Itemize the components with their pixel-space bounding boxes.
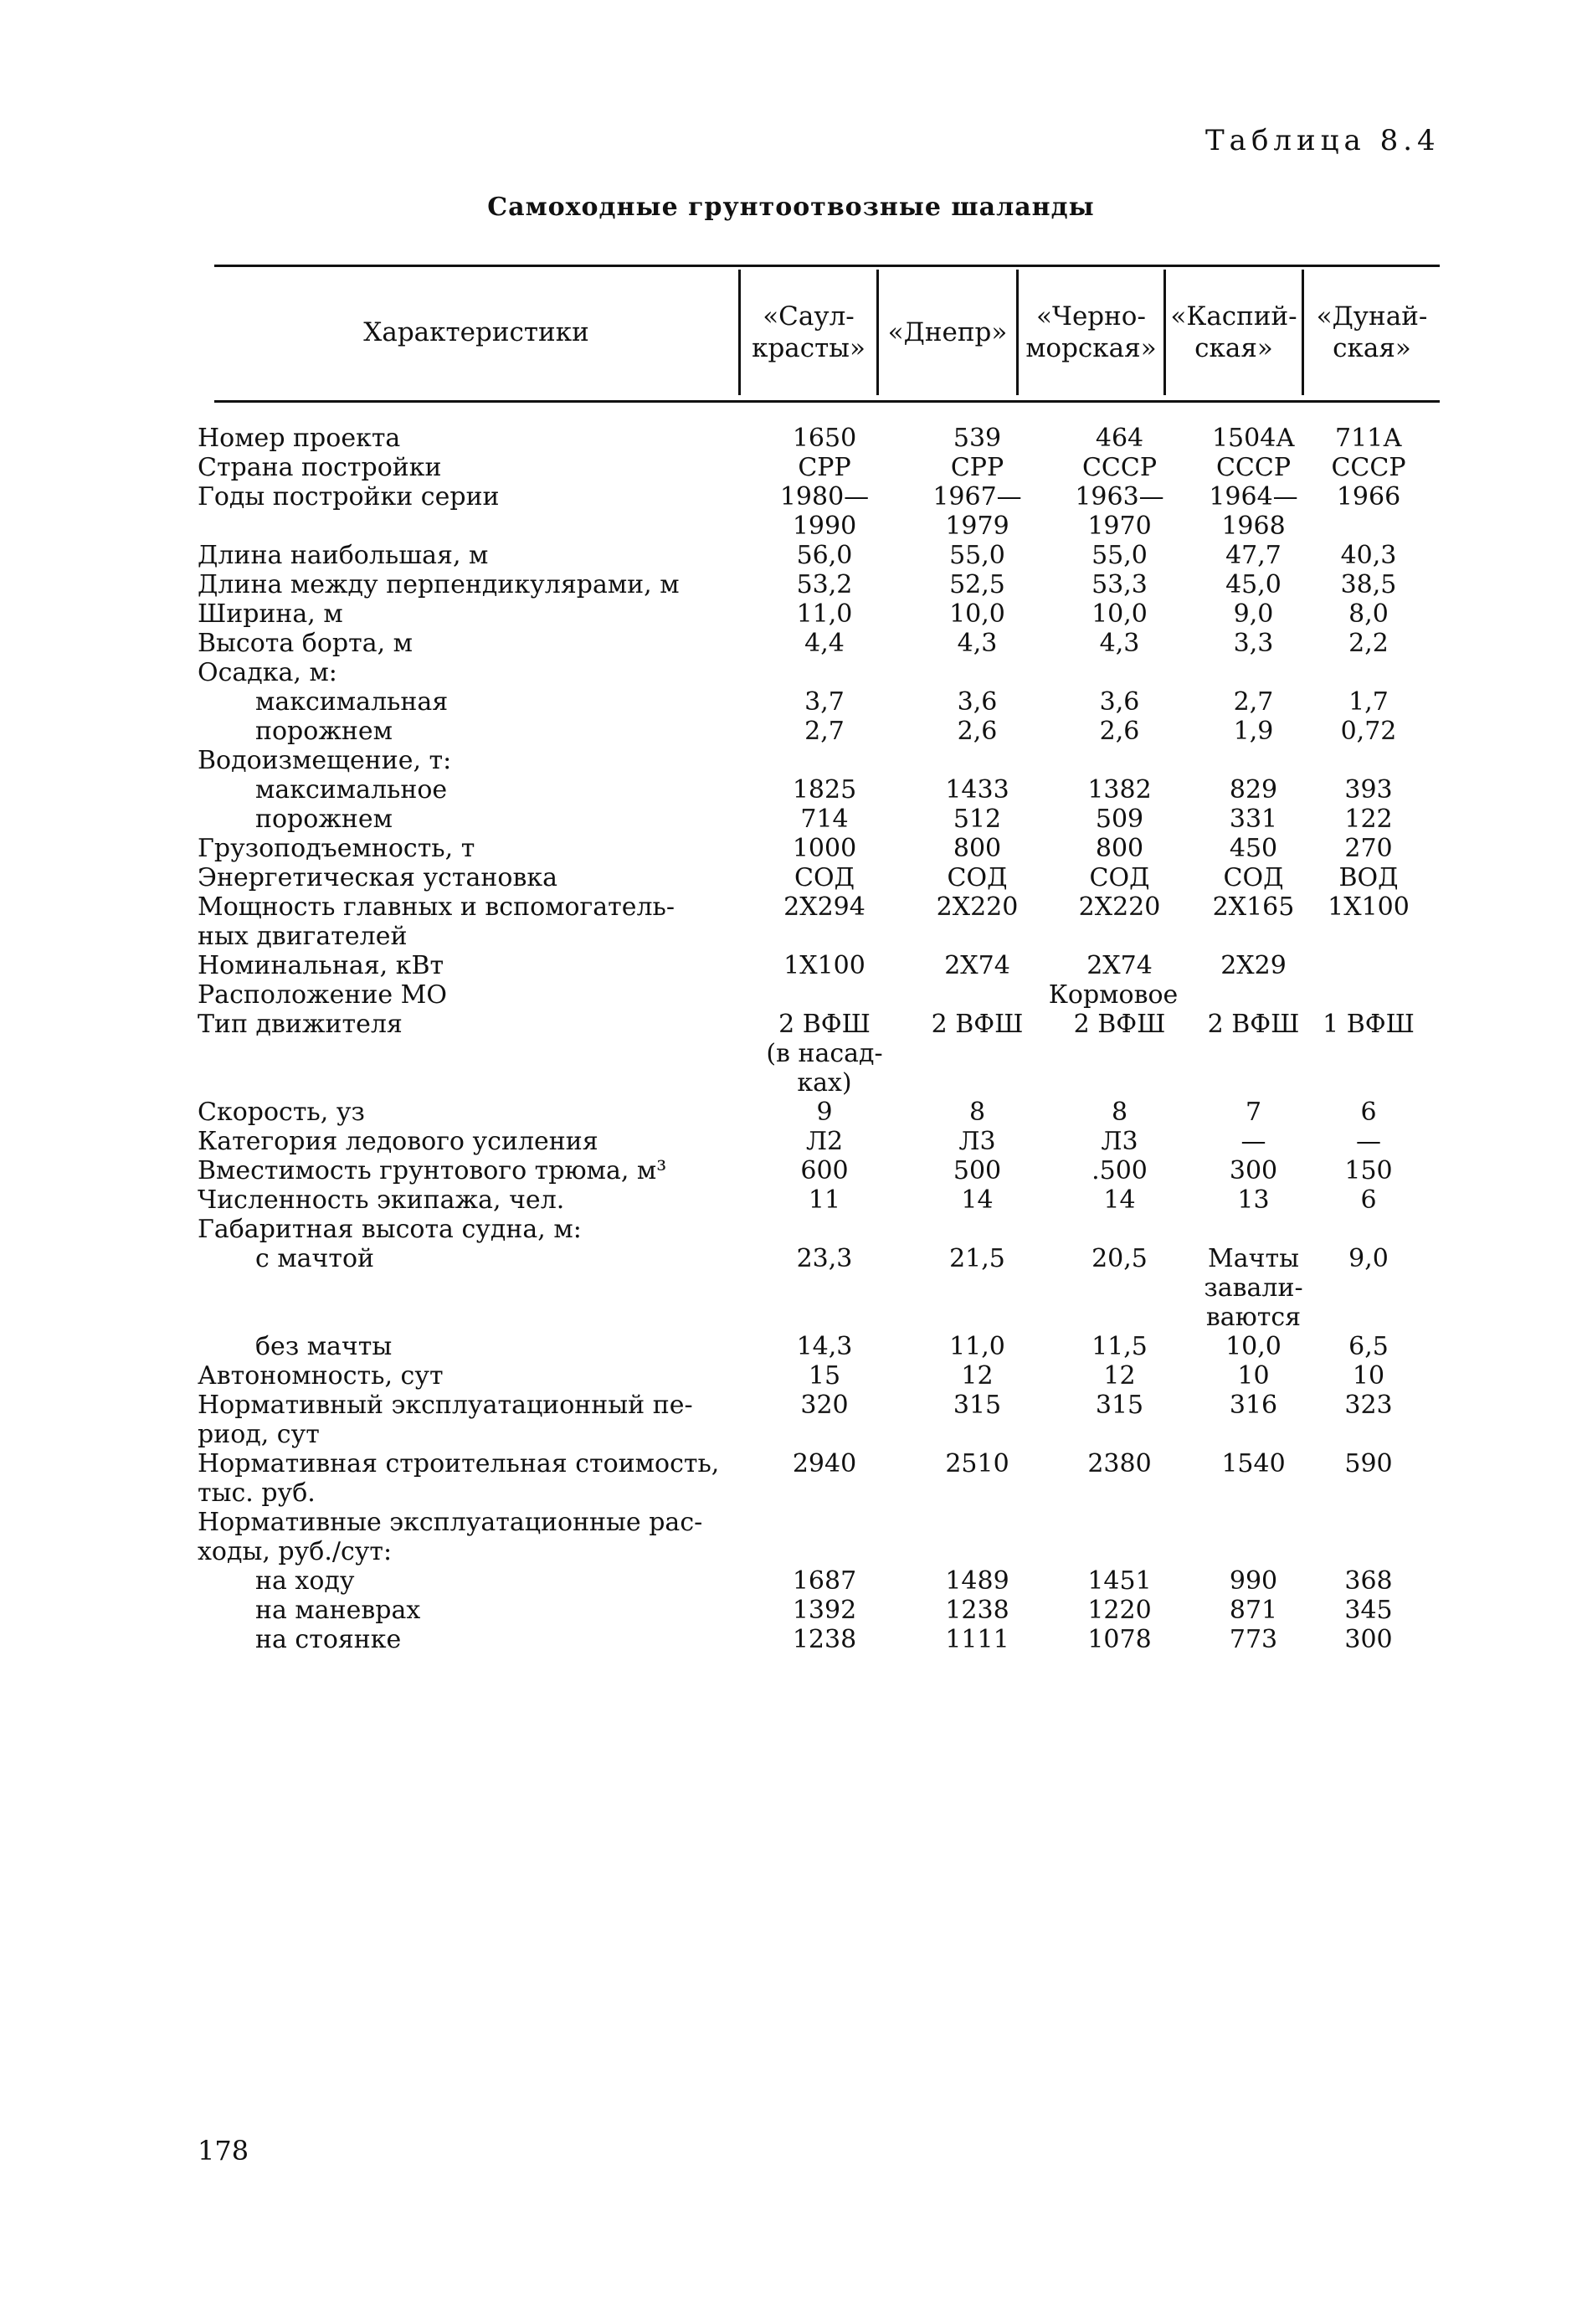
table-row	[0, 1332, 1582, 1361]
table-row	[0, 1185, 1582, 1215]
row-value: 10,0	[949, 599, 1005, 629]
row-value: 14	[961, 1185, 994, 1215]
row-value: 3,3	[1233, 629, 1274, 658]
table-row	[0, 1449, 1582, 1508]
row-value: 500	[953, 1156, 1002, 1185]
row-value: 2,6	[1099, 717, 1140, 746]
row-label: с мачтой	[255, 1244, 375, 1273]
row-value: 300	[1344, 1625, 1393, 1654]
row-value: 1433	[945, 775, 1009, 805]
row-value: Л3	[958, 1127, 996, 1156]
row-value: 2Х74	[1086, 951, 1153, 980]
table-row	[0, 1215, 1582, 1244]
table-row	[0, 1508, 1582, 1566]
table-row	[0, 599, 1582, 629]
row-label: Мощность главных и вспомогатель- ных двигателей	[198, 892, 675, 951]
row-value: 11,0	[796, 599, 853, 629]
row-label: максимальное	[255, 775, 448, 805]
row-value: 2Х29	[1220, 951, 1287, 980]
row-value: 10	[1352, 1361, 1385, 1391]
row-value: 2,7	[804, 717, 845, 746]
header-column-dnepr: «Днепр»	[887, 317, 1008, 347]
row-value: 539	[953, 424, 1002, 453]
row-value: СССР	[1331, 453, 1406, 482]
row-value: 13	[1237, 1185, 1270, 1215]
row-value: ВОД	[1338, 863, 1399, 892]
table-row	[0, 687, 1582, 717]
row-value: 4,3	[957, 629, 998, 658]
row-value: 10	[1237, 1361, 1270, 1391]
row-value: 1220	[1087, 1596, 1152, 1625]
table-row	[0, 805, 1582, 834]
row-value: 345	[1344, 1596, 1393, 1625]
row-value: СОД	[947, 863, 1008, 892]
row-value: 1 ВФШ	[1323, 1010, 1415, 1039]
row-value: 4,3	[1099, 629, 1140, 658]
row-value: 2Х220	[936, 892, 1019, 922]
row-value: 53,2	[796, 570, 853, 599]
row-value: СОД	[1223, 863, 1284, 892]
table-row	[0, 1625, 1582, 1654]
row-value: СССР	[1081, 453, 1158, 482]
row-value: 9,0	[1348, 1244, 1389, 1273]
row-label: Автономность, сут	[198, 1361, 444, 1391]
row-value: 1238	[945, 1596, 1009, 1625]
row-label: Габаритная высота судна, м:	[198, 1215, 582, 1244]
row-value: 2Х165	[1212, 892, 1295, 922]
row-value: 1650	[792, 424, 857, 453]
table-number-label: Таблица 8.4	[1205, 124, 1441, 157]
row-label: Энергетическая установка	[198, 863, 557, 892]
table-row	[0, 453, 1582, 482]
row-value: 14,3	[796, 1332, 853, 1361]
row-label: порожнем	[255, 805, 393, 834]
row-label: Вместимость грунтового трюма, м³	[198, 1156, 667, 1185]
row-value: 990	[1229, 1566, 1278, 1596]
row-label: Высота борта, м	[198, 629, 413, 658]
row-label: Расположение МО	[198, 980, 447, 1010]
row-value: —	[1356, 1127, 1381, 1156]
row-value: 1964— 1968	[1209, 482, 1298, 541]
row-value: 9,0	[1233, 599, 1274, 629]
row-label: Осадка, м:	[198, 658, 337, 687]
row-value: 393	[1344, 775, 1393, 805]
row-value: 1000	[792, 834, 857, 863]
header-characteristics: Характеристики	[363, 317, 589, 347]
row-value: 2Х294	[783, 892, 865, 922]
row-value: 55,0	[949, 541, 1005, 570]
row-value: 714	[800, 805, 849, 834]
row-value: 3,6	[957, 687, 998, 717]
header-column-dunayskaya: «Дунай- ская»	[1316, 301, 1428, 363]
row-value: 300	[1229, 1156, 1278, 1185]
row-value: 1489	[945, 1566, 1009, 1596]
row-value: 2Х220	[1078, 892, 1161, 922]
row-value: 1078	[1087, 1625, 1152, 1654]
table-row	[0, 892, 1582, 951]
row-value: 800	[1095, 834, 1144, 863]
table-body	[0, 424, 1582, 1654]
row-value: 1825	[792, 775, 857, 805]
row-value: 509	[1095, 805, 1144, 834]
row-label: на ходу	[255, 1566, 355, 1596]
row-value: 53,3	[1091, 570, 1148, 599]
row-value: СРР	[798, 453, 851, 482]
row-value: 1451	[1087, 1566, 1152, 1596]
row-label: Нормативный эксплуатационный пе- риод, сут	[198, 1391, 693, 1449]
row-value: 11,0	[949, 1332, 1005, 1361]
row-value: 1,9	[1233, 717, 1274, 746]
table-row	[0, 629, 1582, 658]
row-value: 1238	[792, 1625, 857, 1654]
row-value: 150	[1344, 1156, 1393, 1185]
row-value: —	[1240, 1127, 1266, 1156]
row-value: 1111	[945, 1625, 1009, 1654]
row-value: 1687	[792, 1566, 857, 1596]
row-value: 331	[1229, 805, 1278, 834]
table-row	[0, 1361, 1582, 1391]
row-value: 450	[1229, 834, 1278, 863]
page-number: 178	[198, 2135, 249, 2167]
row-value: 3,7	[804, 687, 845, 717]
row-value: 2 ВФШ	[1207, 1010, 1300, 1039]
row-value: 1966	[1336, 482, 1401, 512]
row-value: 2510	[945, 1449, 1009, 1478]
row-value: 1504А	[1211, 424, 1296, 453]
row-label: Грузоподъемность, т	[198, 834, 475, 863]
table-row	[0, 1098, 1582, 1127]
row-value: СОД	[794, 863, 855, 892]
row-value: 11	[808, 1185, 841, 1215]
row-label: Категория ледового усиления	[198, 1127, 598, 1156]
row-label: Ширина, м	[198, 599, 343, 629]
row-value: 9	[816, 1098, 833, 1127]
row-value: 52,5	[949, 570, 1005, 599]
row-value: 2,2	[1348, 629, 1389, 658]
row-label: порожнем	[255, 717, 393, 746]
table-row	[0, 1127, 1582, 1156]
row-value: 122	[1344, 805, 1393, 834]
row-value: 316	[1229, 1391, 1278, 1420]
row-label: Численность экипажа, чел.	[198, 1185, 565, 1215]
row-label: Годы постройки серии	[198, 482, 500, 512]
table-row	[0, 424, 1582, 453]
table-row	[0, 1391, 1582, 1449]
header-column-chernomorskaya: «Черно- морская»	[1025, 301, 1157, 363]
row-label: на маневрах	[255, 1596, 421, 1625]
row-value: 12	[961, 1361, 994, 1391]
row-value: 270	[1344, 834, 1393, 863]
table-row	[0, 541, 1582, 570]
row-label: Тип движителя	[198, 1010, 403, 1039]
row-value: 21,5	[949, 1244, 1005, 1273]
row-value: 7	[1245, 1098, 1262, 1127]
row-value: 1540	[1221, 1449, 1286, 1478]
row-value: 323	[1344, 1391, 1393, 1420]
row-value: 315	[1095, 1391, 1144, 1420]
table-row	[0, 658, 1582, 687]
row-label: Водоизмещение, т:	[198, 746, 452, 775]
row-value: 2 ВФШ (в насад- ках)	[766, 1010, 883, 1098]
row-value: 512	[953, 805, 1002, 834]
row-value: 800	[953, 834, 1002, 863]
table-row	[0, 1010, 1582, 1098]
row-label: Нормативные эксплуатационные рас- ходы, руб./сут:	[198, 1508, 703, 1566]
row-value: 20,5	[1091, 1244, 1148, 1273]
row-span-value: Кормовое	[1048, 980, 1179, 1010]
row-value: 45,0	[1225, 570, 1282, 599]
row-label: без мачты	[255, 1332, 393, 1361]
row-label: Страна постройки	[198, 453, 442, 482]
row-value: Мачты завали- ваются	[1204, 1244, 1303, 1332]
table-row	[0, 1156, 1582, 1185]
row-value: 590	[1344, 1449, 1393, 1478]
row-label: Номинальная, кВт	[198, 951, 444, 980]
row-value: 600	[800, 1156, 849, 1185]
table-row	[0, 951, 1582, 980]
row-value: 40,3	[1340, 541, 1397, 570]
row-value: 1Х100	[783, 951, 865, 980]
header-column-saulkrasty: «Саул- красты»	[752, 301, 865, 363]
row-value: 2 ВФШ	[931, 1010, 1024, 1039]
table-row	[0, 1596, 1582, 1625]
row-value: 368	[1344, 1566, 1393, 1596]
table-row	[0, 863, 1582, 892]
row-value: 11,5	[1091, 1332, 1148, 1361]
row-label: Длина наибольшая, м	[198, 541, 489, 570]
row-value: 1,7	[1348, 687, 1389, 717]
row-value: 711А	[1335, 424, 1402, 453]
table-row	[0, 482, 1582, 541]
row-value: СССР	[1215, 453, 1292, 482]
row-label: Длина между перпендикулярами, м	[198, 570, 680, 599]
row-value: Л2	[805, 1127, 844, 1156]
header-column-kaspiyskaya: «Каспий- ская»	[1170, 301, 1297, 363]
row-value: 10,0	[1225, 1332, 1282, 1361]
row-value: 6,5	[1348, 1332, 1389, 1361]
row-value: 1980— 1990	[779, 482, 870, 541]
table-row	[0, 746, 1582, 775]
row-value: Л3	[1101, 1127, 1138, 1156]
row-value: 871	[1229, 1596, 1278, 1625]
row-value: 2 ВФШ	[1073, 1010, 1166, 1039]
row-value: 2940	[792, 1449, 857, 1478]
row-value: 1382	[1087, 775, 1152, 805]
row-value: СОД	[1089, 863, 1150, 892]
table-row	[0, 834, 1582, 863]
table-row	[0, 775, 1582, 805]
row-value: 6	[1360, 1098, 1377, 1127]
row-value: 464	[1095, 424, 1144, 453]
row-value: 320	[800, 1391, 849, 1420]
row-value: 10,0	[1091, 599, 1148, 629]
row-value: 55,0	[1091, 541, 1148, 570]
table-row	[0, 980, 1582, 1010]
row-label: Номер проекта	[198, 424, 401, 453]
row-value: 1963— 1970	[1075, 482, 1164, 541]
table-top-rule	[214, 265, 1440, 267]
row-value: 8	[968, 1098, 986, 1127]
row-value: 2,6	[957, 717, 998, 746]
row-value: 773	[1229, 1625, 1278, 1654]
row-value: 47,7	[1225, 541, 1282, 570]
table-title: Самоходные грунтоотвозные шаланды	[487, 193, 1095, 222]
row-value: 8,0	[1348, 599, 1389, 629]
row-value: 1Х100	[1328, 892, 1410, 922]
row-value: 12	[1103, 1361, 1136, 1391]
row-value: 0,72	[1340, 717, 1397, 746]
row-value: 6	[1360, 1185, 1377, 1215]
table-row	[0, 1244, 1582, 1332]
row-value: 56,0	[796, 541, 853, 570]
row-value: 829	[1229, 775, 1278, 805]
row-label: Скорость, уз	[198, 1098, 365, 1127]
row-value: 2Х74	[944, 951, 1010, 980]
table-row	[0, 1566, 1582, 1596]
row-value: 2380	[1087, 1449, 1152, 1478]
row-value: СРР	[950, 453, 1004, 482]
row-value: .500	[1091, 1156, 1148, 1185]
row-value: 1392	[792, 1596, 857, 1625]
row-value: 2,7	[1233, 687, 1274, 717]
row-label: Нормативная строительная стоимость, тыс. руб.	[198, 1449, 720, 1508]
row-value: 14	[1103, 1185, 1136, 1215]
row-value: 15	[808, 1361, 841, 1391]
row-value: 3,6	[1099, 687, 1140, 717]
row-value: 315	[953, 1391, 1002, 1420]
row-value: 4,4	[804, 629, 845, 658]
row-label: на стоянке	[255, 1625, 402, 1654]
table-row	[0, 570, 1582, 599]
row-value: 8	[1111, 1098, 1128, 1127]
table-row	[0, 717, 1582, 746]
row-label: максимальная	[255, 687, 449, 717]
row-value: 1967— 1979	[932, 482, 1022, 541]
row-value: 38,5	[1340, 570, 1397, 599]
row-value: 23,3	[796, 1244, 853, 1273]
header-bottom-rule	[214, 400, 1440, 403]
